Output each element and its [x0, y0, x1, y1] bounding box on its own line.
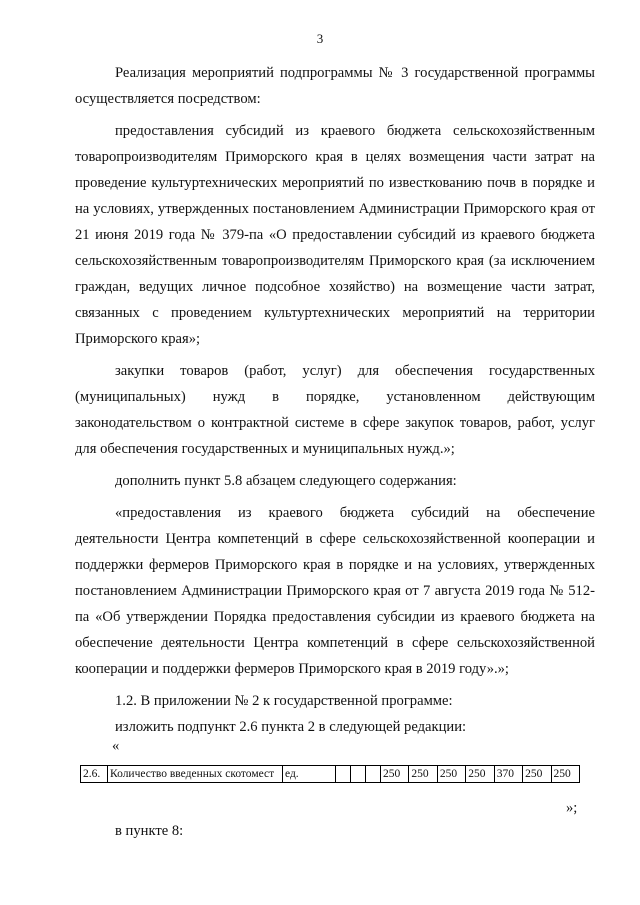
paragraph-appendix-2: 1.2. В приложении № 2 к государственной программе:: [115, 693, 453, 709]
row-name-cell: Количество введенных скотомест: [108, 766, 283, 783]
empty-cell: [336, 766, 351, 783]
empty-cell: [351, 766, 366, 783]
paragraph-procurement: закупки товаров (работ, услуг) для обеспечения государственных (муниципальных) нужд в порядке, установленном действующим законодательством о контрактной системе в сфере закупок товаров, работ, услуг для обеспечения государственных и муниципальных нужд.»;: [75, 363, 595, 457]
page-number: 3: [316, 31, 324, 46]
value-cell: 250: [437, 766, 465, 783]
paragraph-intro: Реализация мероприятий подпрограммы № 3 государственной программы осуществляется посредством:: [75, 65, 595, 107]
value-cell: 250: [466, 766, 494, 783]
document-body: [75, 60, 595, 740]
close-quote: »;: [566, 800, 578, 816]
open-quote: «: [112, 738, 120, 754]
table-row: [81, 766, 580, 783]
empty-cell: [366, 766, 381, 783]
value-cell: 250: [381, 766, 409, 783]
value-cell: 370: [494, 766, 522, 783]
paragraph-item-8: в пункте 8:: [115, 823, 184, 839]
value-cell: 250: [409, 766, 437, 783]
paragraph-subsidies: предоставления субсидий из краевого бюджета сельскохозяйственным товаропроизводителям Приморского края в целях возмещения части затрат на проведение культуртехнических мероприятий по известкованию почв в порядке и на условиях, утвержденных постановлением Администрации Приморского края от 21 июня 2019 года № 379-па «О предоставлении субсидий из краевого бюджета сельскохозяйственным товаропроизводителям Приморского края (за исключением граждан, ведущих личное подсобное хозяйство) на возмещение части затрат, связанных с проведением культуртехнических мероприятий на территории Приморского края»;: [75, 123, 595, 347]
paragraph-amend-5-8: дополнить пункт 5.8 абзацем следующего содержания:: [115, 473, 457, 489]
paragraph-competence-center: «предоставления из краевого бюджета субсидий на обеспечение деятельности Центра компетенций в сфере сельскохозяйственной кооперации и поддержки фермеров Приморского края в порядке и на условиях, утвержденных постановлением Администрации Приморского края от 7 августа 2019 года № 512-па «Об утверждении Порядка предоставления субсидии из краевого бюджета на обеспечение деятельности Центра компетенций в сфере сельскохозяйственной кооперации и поддержки фермеров Приморского края в 2019 году».»;: [75, 505, 595, 677]
paragraph-subitem-2-6: изложить подпункт 2.6 пункта 2 в следующей редакции:: [115, 719, 467, 735]
value-cell: 250: [551, 766, 579, 783]
row-number-cell: 2.6.: [81, 766, 108, 783]
row-unit-cell: ед.: [283, 766, 336, 783]
indicator-table: [80, 765, 580, 783]
value-cell: 250: [523, 766, 551, 783]
